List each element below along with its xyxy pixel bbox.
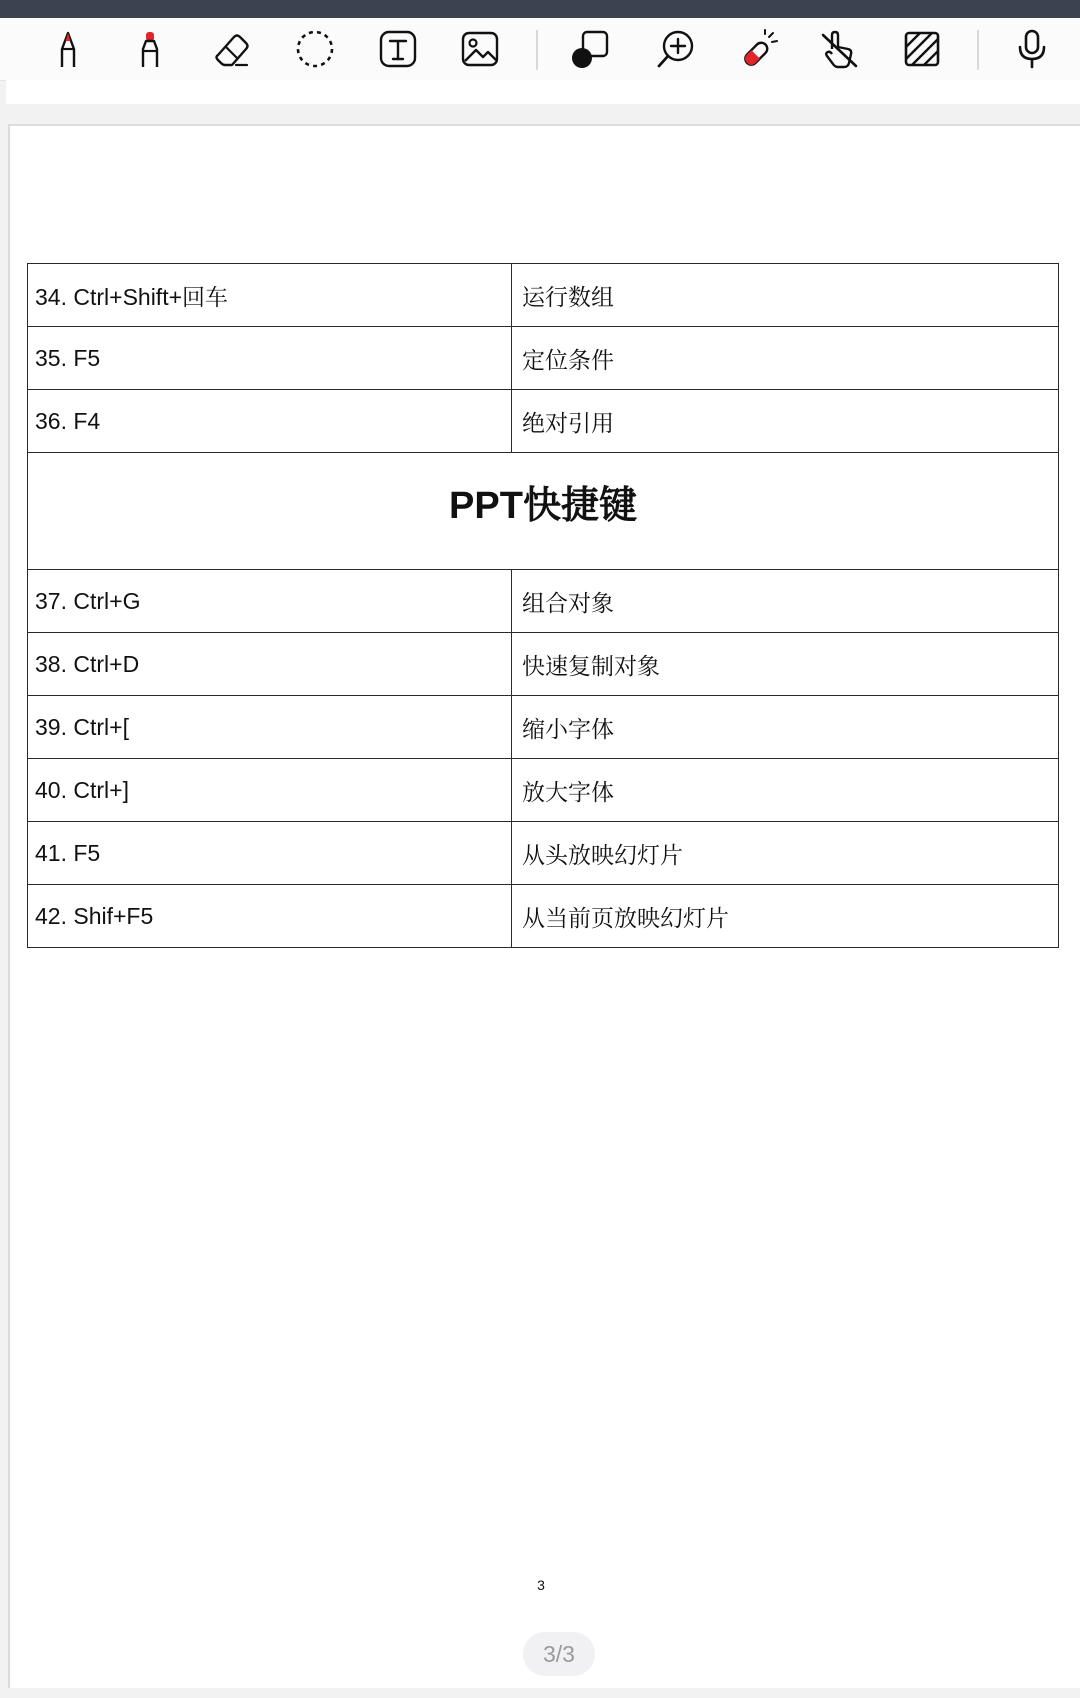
hatch-pattern-icon — [900, 27, 944, 71]
shortcut-description-cell: 快速复制对象 — [512, 633, 1059, 696]
table-row — [28, 885, 1059, 948]
shortcut-description-cell: 定位条件 — [512, 327, 1059, 390]
table-row — [28, 264, 1059, 327]
shortcut-description-cell: 绝对引用 — [512, 390, 1059, 453]
table-row — [28, 696, 1059, 759]
shortcut-key-cell: 34. Ctrl+Shift+回车 — [28, 264, 512, 327]
touch-draw-toggle[interactable] — [814, 23, 866, 75]
shape-tool[interactable] — [565, 23, 617, 75]
background-pattern-tool[interactable] — [896, 23, 948, 75]
pen-tool[interactable] — [42, 23, 94, 75]
table-row — [28, 390, 1059, 453]
shortcut-key-cell: 38. Ctrl+D — [28, 633, 512, 696]
shortcut-description-cell: 运行数组 — [512, 264, 1059, 327]
shortcut-description-cell: 从头放映幻灯片 — [512, 822, 1059, 885]
toolbar-divider — [536, 30, 538, 70]
section-header-row — [28, 453, 1059, 570]
shortcut-description-cell: 组合对象 — [512, 570, 1059, 633]
highlighter-tool[interactable] — [124, 23, 176, 75]
laser-pointer-tool[interactable] — [733, 23, 785, 75]
shortcut-key-cell: 39. Ctrl+[ — [28, 696, 512, 759]
image-icon — [458, 27, 502, 71]
shortcut-key-cell: 42. Shif+F5 — [28, 885, 512, 948]
text-tool[interactable] — [372, 23, 424, 75]
lasso-icon — [293, 27, 337, 71]
table-row — [28, 822, 1059, 885]
voice-record-button[interactable] — [1006, 23, 1058, 75]
page-number: 3 — [537, 1577, 545, 1593]
lasso-tool[interactable] — [289, 23, 341, 75]
table-row — [28, 633, 1059, 696]
pen-icon — [46, 27, 90, 71]
document-page — [8, 124, 1080, 1688]
hand-no-touch-icon — [818, 27, 862, 71]
section-title: PPT快捷键 — [28, 453, 1059, 570]
shortcut-description-cell: 缩小字体 — [512, 696, 1059, 759]
shortcut-key-cell: 36. F4 — [28, 390, 512, 453]
table-row — [28, 759, 1059, 822]
table-row — [28, 570, 1059, 633]
image-tool[interactable] — [454, 23, 506, 75]
eraser-tool[interactable] — [206, 23, 258, 75]
highlighter-icon — [128, 27, 172, 71]
text-box-icon — [376, 27, 420, 71]
eraser-icon — [210, 27, 254, 71]
zoom-in-icon — [654, 27, 698, 71]
shortcut-key-cell: 37. Ctrl+G — [28, 570, 512, 633]
shapes-icon — [569, 27, 613, 71]
zoom-tool[interactable] — [650, 23, 702, 75]
page-gap — [0, 104, 1080, 124]
table-row — [28, 327, 1059, 390]
previous-page-edge — [6, 80, 1080, 104]
page-indicator[interactable]: 3/3 — [523, 1632, 595, 1676]
shortcut-key-cell: 40. Ctrl+] — [28, 759, 512, 822]
toolbar-divider — [977, 30, 979, 70]
status-bar-strip — [0, 0, 1080, 18]
shortcut-key-cell: 41. F5 — [28, 822, 512, 885]
microphone-icon — [1010, 27, 1054, 71]
shortcut-key-cell: 35. F5 — [28, 327, 512, 390]
shortcut-description-cell: 放大字体 — [512, 759, 1059, 822]
laser-pointer-icon — [737, 27, 781, 71]
shortcut-table — [27, 263, 1059, 948]
shortcut-description-cell: 从当前页放映幻灯片 — [512, 885, 1059, 948]
annotation-toolbar — [0, 18, 1080, 81]
